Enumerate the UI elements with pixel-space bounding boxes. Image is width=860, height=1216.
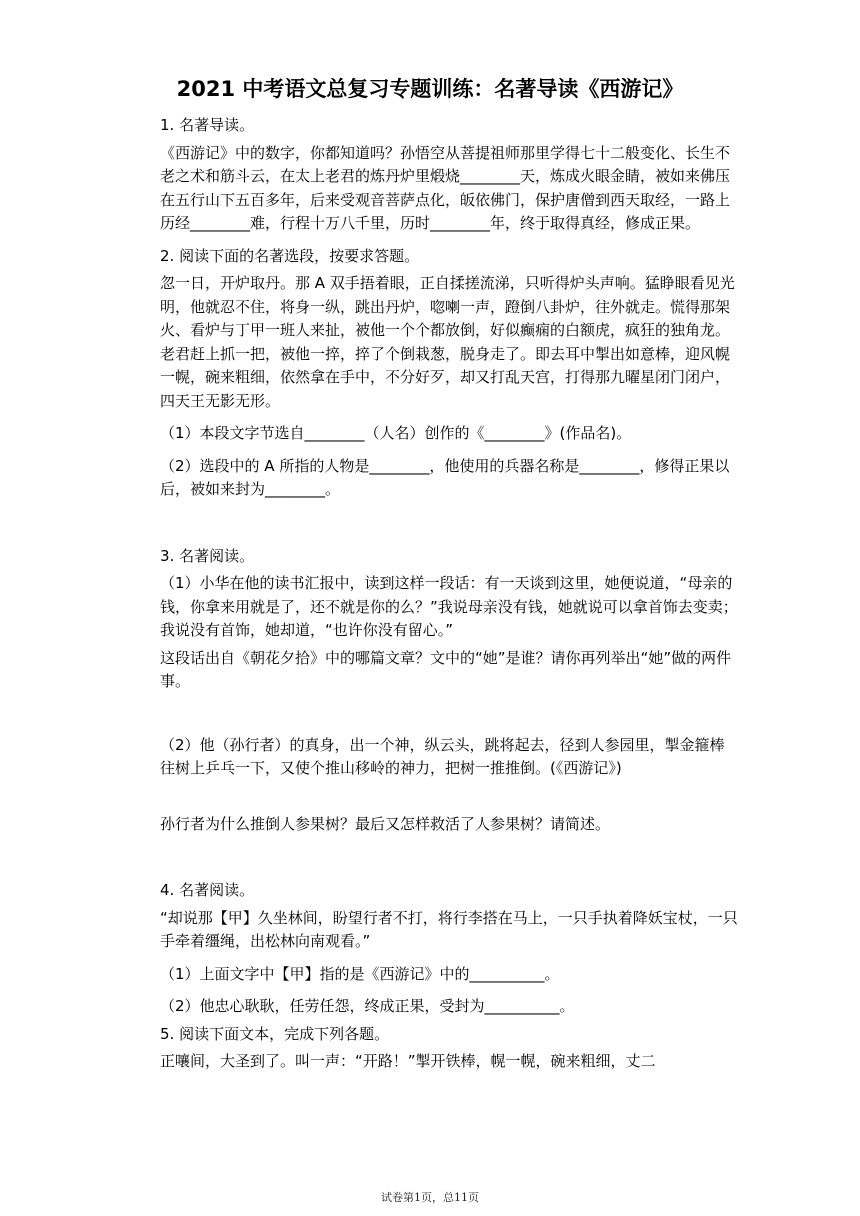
- spacer: [160, 790, 738, 813]
- question-2-sub2: （2）选段中的 A 所指的人物是________，他使用的兵器名称是________，修得正果以后，被如来封为________。: [160, 456, 730, 498]
- question-4: [160, 879, 738, 1019]
- page-footer: 试卷第1页，总11页: [381, 1191, 479, 1204]
- question-3-sub1-passage: （1）小华在他的读书汇报中，读到这样一段话：有一天谈到这里，她便说道，“母亲的钱，你拿来用就是了，还不就是你的么？”我说母亲没有钱，她就说可以拿首饰去变卖；我说没有首饰，她却道，“也许你没有留心。”: [160, 574, 738, 639]
- question-4-sub1: （1）上面文字中【甲】指的是《西游记》中的__________。: [160, 964, 560, 983]
- question-4-passage: “却说那【甲】久坐林间，盼望行者不打，将行李搭在马上，一只手执着降妖宝杖，一只手牵着缰绳，出松林向南观看。”: [160, 908, 738, 950]
- question-3-heading: 3. 名著阅读。: [160, 546, 255, 565]
- question-5: [160, 1023, 738, 1074]
- answer-space: [160, 703, 738, 734]
- question-2-sub1: （1）本段文字节选自________（人名）创作的《________》(作品名)。: [160, 424, 632, 442]
- question-5-heading: 5. 阅读下面文本，完成下列各题。: [160, 1024, 390, 1043]
- questions-body: [160, 114, 738, 1083]
- question-1-heading: 1. 名著导读。: [160, 116, 255, 134]
- question-1-body: 《西游记》中的数字，你都知道吗？孙悟空从菩提祖师那里学得七十二般变化、长生不老之术和筋斗云，在太上老君的炼丹炉里煅烧________天，炼成火眼金睛，被如来佛压在五行山下五百多年，后来受观音菩萨点化，皈依佛门，保护唐僧到西天取经，一路上历经________难，行程十万八千里，历时________年，终于取得真经，修成正果。: [160, 143, 731, 232]
- question-2-heading: 2. 阅读下面的名著选段，按要求答题。: [160, 246, 420, 265]
- question-2-passage: 忽一日，开炉取丹。那 A 双手捂着眼，正自揉搓流涕，只听得炉头声响。猛睁眼看见光明，他就忍不住，将身一纵，跳出丹炉，唿喇一声，蹬倒八卦炉，往外就走。慌得那架火、看炉与丁甲一班人来扯，被他一个个都放倒，好似癫痫的白额虎，疯狂的独角龙。老君赶上抓一把，被他一捽，捽了个倒栽葱，脱身走了。即去耳中掣出如意棒，迎风幌一幌，碗来粗细，依然拿在手中，不分好歹，却又打乱天宫，打得那九曜星闭门闭户，四天王无影无形。: [160, 274, 735, 410]
- question-3-sub2-passage: （2）他（孙行者）的真身，出一个神，纵云头，跳将起去，径到人参园里，掣金箍棒往树上乒乓一下，又使个推山移岭的神力，把树一推推倒。(《西游记》): [160, 735, 725, 777]
- question-5-passage: 正嚷间，大圣到了。叫一声：“开路！”掣开铁棒，幌一幌，碗来粗细，丈二: [160, 1052, 656, 1070]
- question-1: [160, 114, 738, 236]
- page-title: 2021 中考语文总复习专题训练：名著导读《西游记》: [176, 77, 684, 101]
- question-3-sub1-question: 这段话出自《朝花夕拾》中的哪篇文章？文中的“她”是谁？请你再列举出“她”做的两件事。: [160, 648, 732, 690]
- spacer: [160, 845, 738, 879]
- question-2: [160, 245, 738, 502]
- question-4-sub2: （2）他忠心耿耿，任劳任怨，终成正果，受封为__________。: [160, 997, 575, 1015]
- question-3: [160, 545, 738, 837]
- spacer: [160, 511, 738, 545]
- question-4-heading: 4. 名著阅读。: [160, 881, 255, 899]
- question-3-sub2-question: 孙行者为什么推倒人参果树？最后又怎样救活了人参果树？请简述。: [160, 814, 611, 833]
